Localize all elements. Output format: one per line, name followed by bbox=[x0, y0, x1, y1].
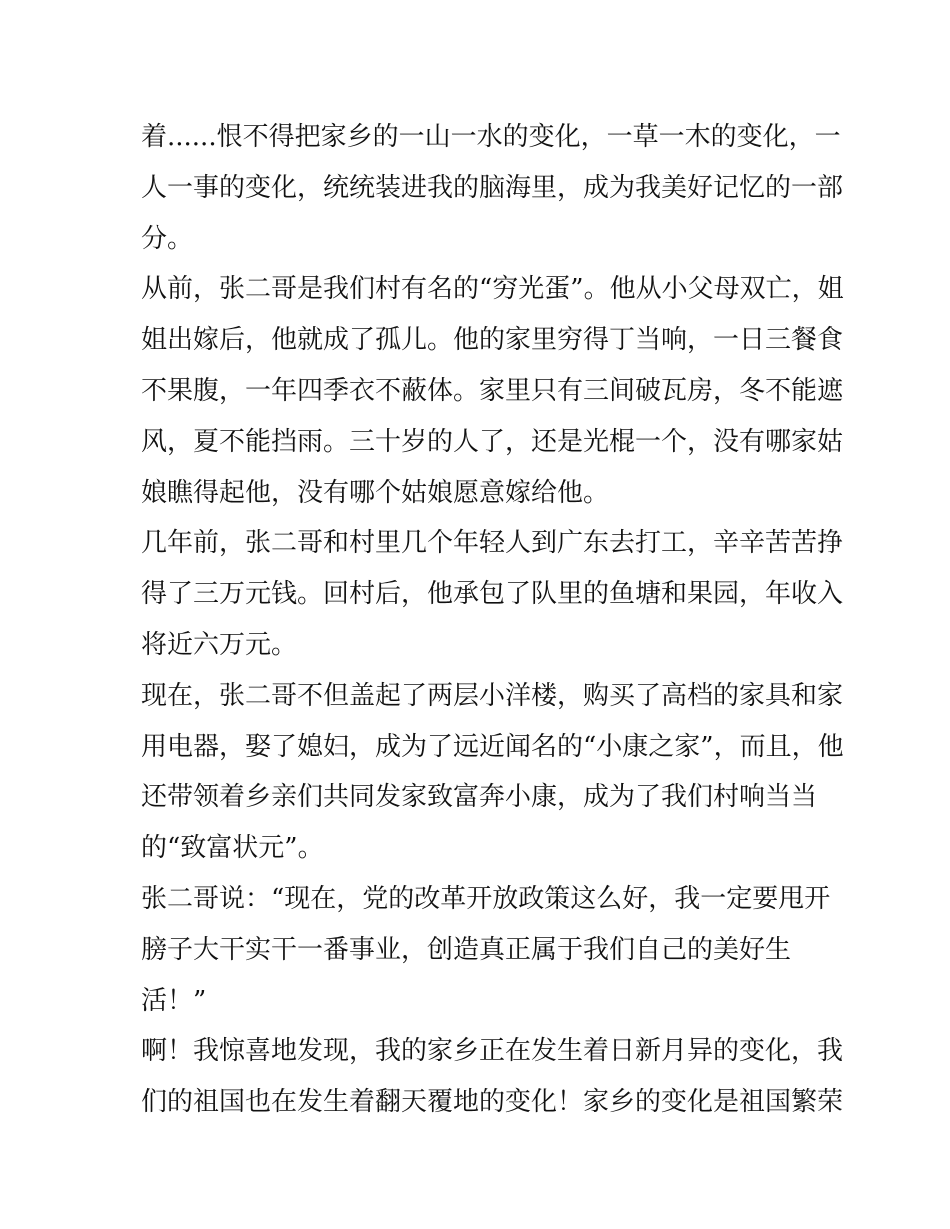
text-line: 膀子大干实干一番事业，创造真正属于我们自己的美好生 bbox=[141, 934, 792, 965]
text-line: 娘瞧得起他，没有哪个姑娘愿意嫁给他。 bbox=[141, 477, 610, 508]
text-line: 啊！我惊喜地发现，我的家乡正在发生着日新月异的变化，我 bbox=[141, 1036, 844, 1067]
text-line: 从前，张二哥是我们村有名的“穷光蛋”。他从小父母双亡，姐 bbox=[141, 274, 844, 305]
essay-body bbox=[141, 112, 844, 1128]
text-line: 还带领着乡亲们共同发家致富奔小康，成为了我们村响当当 bbox=[141, 782, 818, 813]
text-line: 分。 bbox=[141, 223, 194, 254]
text-line: 现在，张二哥不但盖起了两层小洋楼，购买了高档的家具和家 bbox=[141, 680, 844, 711]
text-line: 姐出嫁后，他就成了孤儿。他的家里穷得丁当响，一日三餐食 bbox=[141, 325, 844, 356]
text-line: 人一事的变化，统统装进我的脑海里，成为我美好记忆的一部 bbox=[141, 172, 844, 203]
text-line: 不果腹，一年四季衣不蔽体。家里只有三间破瓦房，冬不能遮 bbox=[141, 375, 844, 406]
text-line: 的“致富状元”。 bbox=[141, 833, 324, 864]
text-line: 活！” bbox=[141, 985, 207, 1016]
text-line: 风，夏不能挡雨。三十岁的人了，还是光棍一个，没有哪家姑 bbox=[141, 426, 844, 457]
text-line: 用电器，娶了媳妇，成为了远近闻名的“小康之家”，而且，他 bbox=[141, 731, 844, 762]
text-line: 们的祖国也在发生着翻天覆地的变化！家乡的变化是祖国繁荣 bbox=[141, 1087, 844, 1118]
text-line: 几年前，张二哥和村里几个年轻人到广东去打工，辛辛苦苦挣 bbox=[141, 528, 844, 559]
text-line: 将近六万元。 bbox=[141, 629, 298, 660]
text-line: 张二哥说：“现在，党的改革开放政策这么好，我一定要甩开 bbox=[141, 883, 831, 914]
text-line: 着......恨不得把家乡的一山一水的变化，一草一木的变化，一 bbox=[141, 122, 841, 152]
text-line: 得了三万元钱。回村后，他承包了队里的鱼塘和果园，年收入 bbox=[141, 579, 844, 610]
